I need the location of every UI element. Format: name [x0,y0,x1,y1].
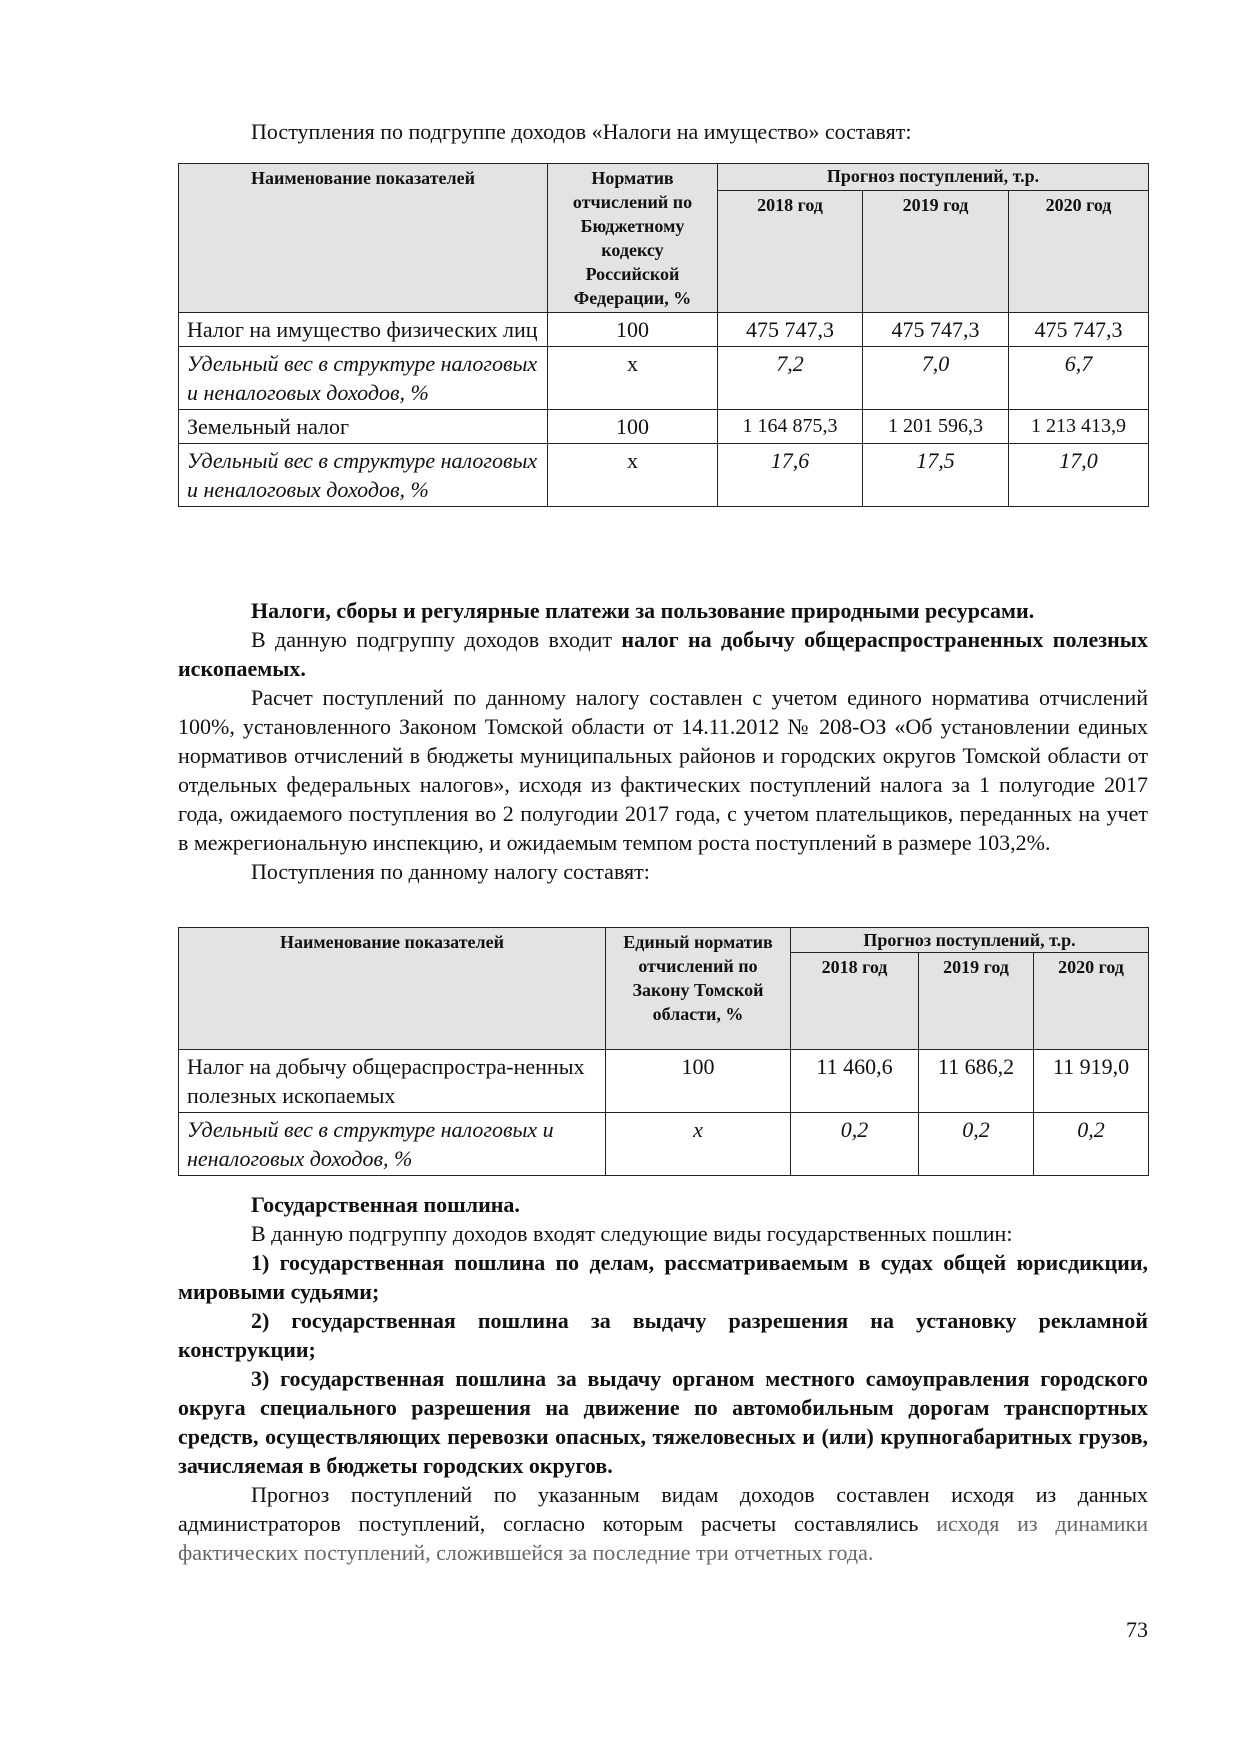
row-value: 475 747,3 [1009,313,1149,347]
row-value: 0,2 [1034,1113,1149,1176]
header-norm: Единый норматив отчислений по Закону Томской области, % [606,928,791,1050]
row-value: 17,6 [718,444,863,507]
section3-last [178,1480,1148,1567]
section3-item1: 1) государственная пошлина по делам, рассматриваемым в судах общей юрисдикции, мировыми судьями; [178,1250,1148,1304]
property-tax-table [178,163,1149,507]
row-value: 475 747,3 [863,313,1009,347]
section2-block [178,596,1148,886]
table-row [179,410,1149,444]
section2-p1-start: В данную подгруппу доходов входит [251,627,622,652]
row-value: 11 686,2 [919,1050,1034,1113]
row-norm: 100 [548,313,718,347]
row-norm: x [548,347,718,410]
section1-intro-block [178,117,1148,146]
section3-heading: Государственная пошлина. [251,1192,520,1217]
section2-p1-bold: налог на добычу общераспространенных полезных ископаемых. [178,627,1148,681]
section1-intro: Поступления по подгруппе доходов «Налоги на имущество» составят: [251,119,912,144]
mineral-tax-table [178,927,1149,1176]
section3-last-b: исходя из динамики фактических поступлений, сложившейся за последние три отчетных года. [178,1511,1149,1565]
section2-p2: Расчет поступлений по данному налогу составлен с учетом единого норматива отчислений 100%, установленного Законом Томской области от 14.11.2012 № 208-ОЗ «Об установлении единых нормативов отчислений в бюджеты муниципальных районов и городских округов Томской области от отдельных федеральных налогов», исходя из фактических поступлений налога за 1 полугодие 2017 года, ожидаемого поступления во 2 полугодии 2017 года, с учетом плательщиков, переданных на учет в межрегиональную инспекцию, и ожидаемым темпом роста поступлений в размере 103,2%. [178,685,1148,855]
header-norm: Норматив отчислений по Бюджетному кодексу Российской Федерации, % [548,164,718,313]
row-value: 6,7 [1009,347,1149,410]
row-name: Удельный вес в структуре налоговых и неналоговых доходов, % [179,1113,606,1176]
row-name: Удельный вес в структуре налоговых и неналоговых доходов, % [179,347,548,410]
row-norm: x [606,1113,791,1176]
section3-block [178,1190,1148,1567]
header-name: Наименование показателей [179,164,548,313]
section3-item2: 2) государственная пошлина за выдачу разрешения на установку рекламной конструкции; [178,1308,1148,1362]
row-value: 17,5 [863,444,1009,507]
row-value: 1 201 596,3 [863,410,1009,444]
header-name: Наименование показателей [179,928,606,1050]
header-year: 2019 год [919,953,1034,1050]
table-row [179,1050,1149,1113]
row-name: Налог на имущество физических лиц [179,313,548,347]
header-year: 2020 год [1009,191,1149,313]
row-norm: x [548,444,718,507]
row-value: 7,2 [718,347,863,410]
header-forecast: Прогноз поступлений, т.р. [718,164,1149,191]
header-year: 2018 год [791,953,919,1050]
row-value: 11 460,6 [791,1050,919,1113]
row-value: 17,0 [1009,444,1149,507]
section2-heading: Налоги, сборы и регулярные платежи за пользование природными ресурсами. [251,598,1035,623]
header-year: 2018 год [718,191,863,313]
table-row [179,313,1149,347]
row-value: 1 164 875,3 [718,410,863,444]
page-number: 73 [1126,1617,1148,1642]
header-year: 2019 год [863,191,1009,313]
section2-p1 [178,625,1148,683]
section2-p3: Поступления по данному налогу составят: [251,859,650,884]
table-row [179,444,1149,507]
row-value: 475 747,3 [718,313,863,347]
header-year: 2020 год [1034,953,1149,1050]
row-norm: 100 [548,410,718,444]
row-value: 1 213 413,9 [1009,410,1149,444]
row-value: 0,2 [919,1113,1034,1176]
row-name: Налог на добычу общераспростра-ненных полезных ископаемых [179,1050,606,1113]
row-name: Удельный вес в структуре налоговых и неналоговых доходов, % [179,444,548,507]
row-norm: 100 [606,1050,791,1113]
section3-item3: 3) государственная пошлина за выдачу органом местного самоуправления городского округа специального разрешения на движение по автомобильным дорогам транспортных средств, осуществляющих перевозки опасных, тяжеловесных и (или) крупногабаритных грузов, зачисляемая в бюджеты городских округов. [178,1366,1148,1478]
header-forecast: Прогноз поступлений, т.р. [791,928,1149,953]
row-name: Земельный налог [179,410,548,444]
row-value: 11 919,0 [1034,1050,1149,1113]
row-value: 7,0 [863,347,1009,410]
section3-p1: В данную подгруппу доходов входят следующие виды государственных пошлин: [251,1221,1013,1246]
table-row [179,347,1149,410]
row-value: 0,2 [791,1113,919,1176]
table-row [179,1113,1149,1176]
section3-last-a: Прогноз поступлений по указанным видам доходов составлен исходя из данных администраторов поступлений, согласно которым расчеты составлялись [178,1482,1148,1536]
